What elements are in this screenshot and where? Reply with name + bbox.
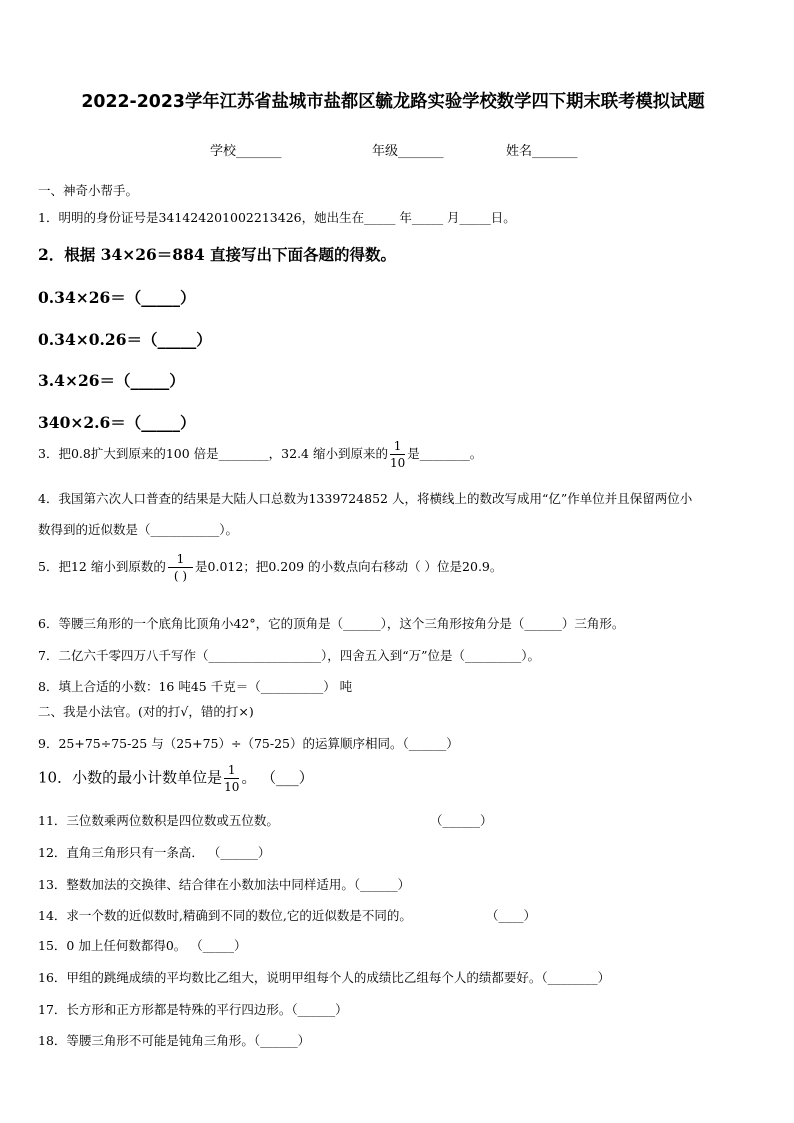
- fraction: [224, 764, 239, 793]
- page-title: 2022-2023学年江苏省盐城市盐都区毓龙路实验学校数学四下期末联考模拟试题: [81, 92, 705, 112]
- question-10-text-after: 。 （___）: [241, 768, 314, 787]
- question-3: [38, 440, 482, 469]
- question-17: 17．长方形和正方形都是特殊的平行四边形。（______）: [38, 1002, 348, 1017]
- question-5: [38, 553, 502, 582]
- question-14-text: 14．求一个数的近似数时,精确到不同的数位,它的近似数是不同的。: [38, 908, 412, 923]
- school-field: 学校_______: [210, 144, 282, 159]
- question-3-text-before: 3．把0.8扩大到原来的100 倍是________，32.4 缩小到原来的: [38, 446, 388, 461]
- question-11-text: 11．三位数乘两位数积是四位数或五位数。: [38, 813, 279, 828]
- question-14: [38, 906, 412, 924]
- fraction-numerator: 1: [393, 439, 402, 453]
- question-14-answer: （____）: [486, 908, 537, 923]
- fraction-denominator: ( ): [168, 567, 193, 582]
- question-5-text-before: 5．把12 缩小到原数的: [38, 559, 166, 574]
- question-2b: 0.34×0.26＝（_____）: [38, 330, 212, 349]
- question-4-line-1: 4．我国第六次人口普查的结果是大陆人口总数为1339724852 人，将横线上的数改写成用“亿”作单位并且保留两位小: [38, 491, 693, 506]
- question-7: 7．二亿六千零四万八千写作（__________________），四舍五入到“万”位是（_________）。: [38, 648, 540, 663]
- question-9: 9．25+75÷75-25 与（25+75）÷（75-25）的运算顺序相同。（______）: [38, 736, 459, 751]
- fraction: [390, 440, 405, 469]
- question-10-text-before: 10．小数的最小计数单位是: [38, 768, 223, 787]
- name-field: 姓名_______: [506, 144, 578, 159]
- question-2d: 340×2.6＝（_____）: [38, 413, 196, 432]
- fraction-numerator: 1: [227, 763, 236, 777]
- question-18: 18．等腰三角形不可能是钝角三角形。（______）: [38, 1033, 311, 1048]
- question-2c: 3.4×26＝（_____）: [38, 371, 185, 390]
- question-6: 6．等腰三角形的一个底角比顶角小42°，它的顶角是（______），这个三角形按角分是（______）三角形。: [38, 616, 625, 631]
- question-10: [38, 764, 314, 793]
- question-16: 16．甲组的跳绳成绩的平均数比乙组大，说明甲组每个人的成绩比乙组每个人的绩都要好。（________）: [38, 970, 611, 985]
- question-2: 2．根据 34×26＝884 直接写出下面各题的得数。: [38, 245, 397, 264]
- question-15: 15．0 加上任何数都得0。 （_____）: [38, 938, 247, 953]
- section-heading-1: 一、神奇小帮手。: [38, 183, 139, 198]
- question-3-text-after: 是________。: [407, 446, 483, 461]
- question-4-line-2: 数得到的近似数是（___________）。: [38, 522, 239, 537]
- question-2a: 0.34×26＝（_____）: [38, 288, 196, 307]
- question-1: 1．明明的身份证号是341424201002213426，她出生在_____ 年_____ 月_____日。: [38, 210, 516, 225]
- fraction-denominator: 10: [224, 780, 240, 794]
- question-11: [38, 811, 279, 829]
- question-12: 12．直角三角形只有一条高． （______）: [38, 845, 271, 860]
- question-13: 13．整数加法的交换律、结合律在小数加法中同样适用。（______）: [38, 877, 411, 892]
- fraction-denominator: 10: [389, 456, 406, 470]
- section-heading-2: 二、我是小法官。(对的打√，错的打×): [38, 704, 254, 719]
- fraction-numerator: 1: [176, 552, 185, 566]
- question-8: 8．填上合适的小数：16 吨45 千克＝（__________） 吨: [38, 679, 353, 694]
- fraction: [168, 553, 193, 582]
- question-5-text-after: 是0.012；把0.209 的小数点向右移动（ ）位是20.9。: [195, 559, 503, 574]
- question-11-answer: （______）: [430, 813, 493, 828]
- grade-field: 年级_______: [372, 144, 444, 159]
